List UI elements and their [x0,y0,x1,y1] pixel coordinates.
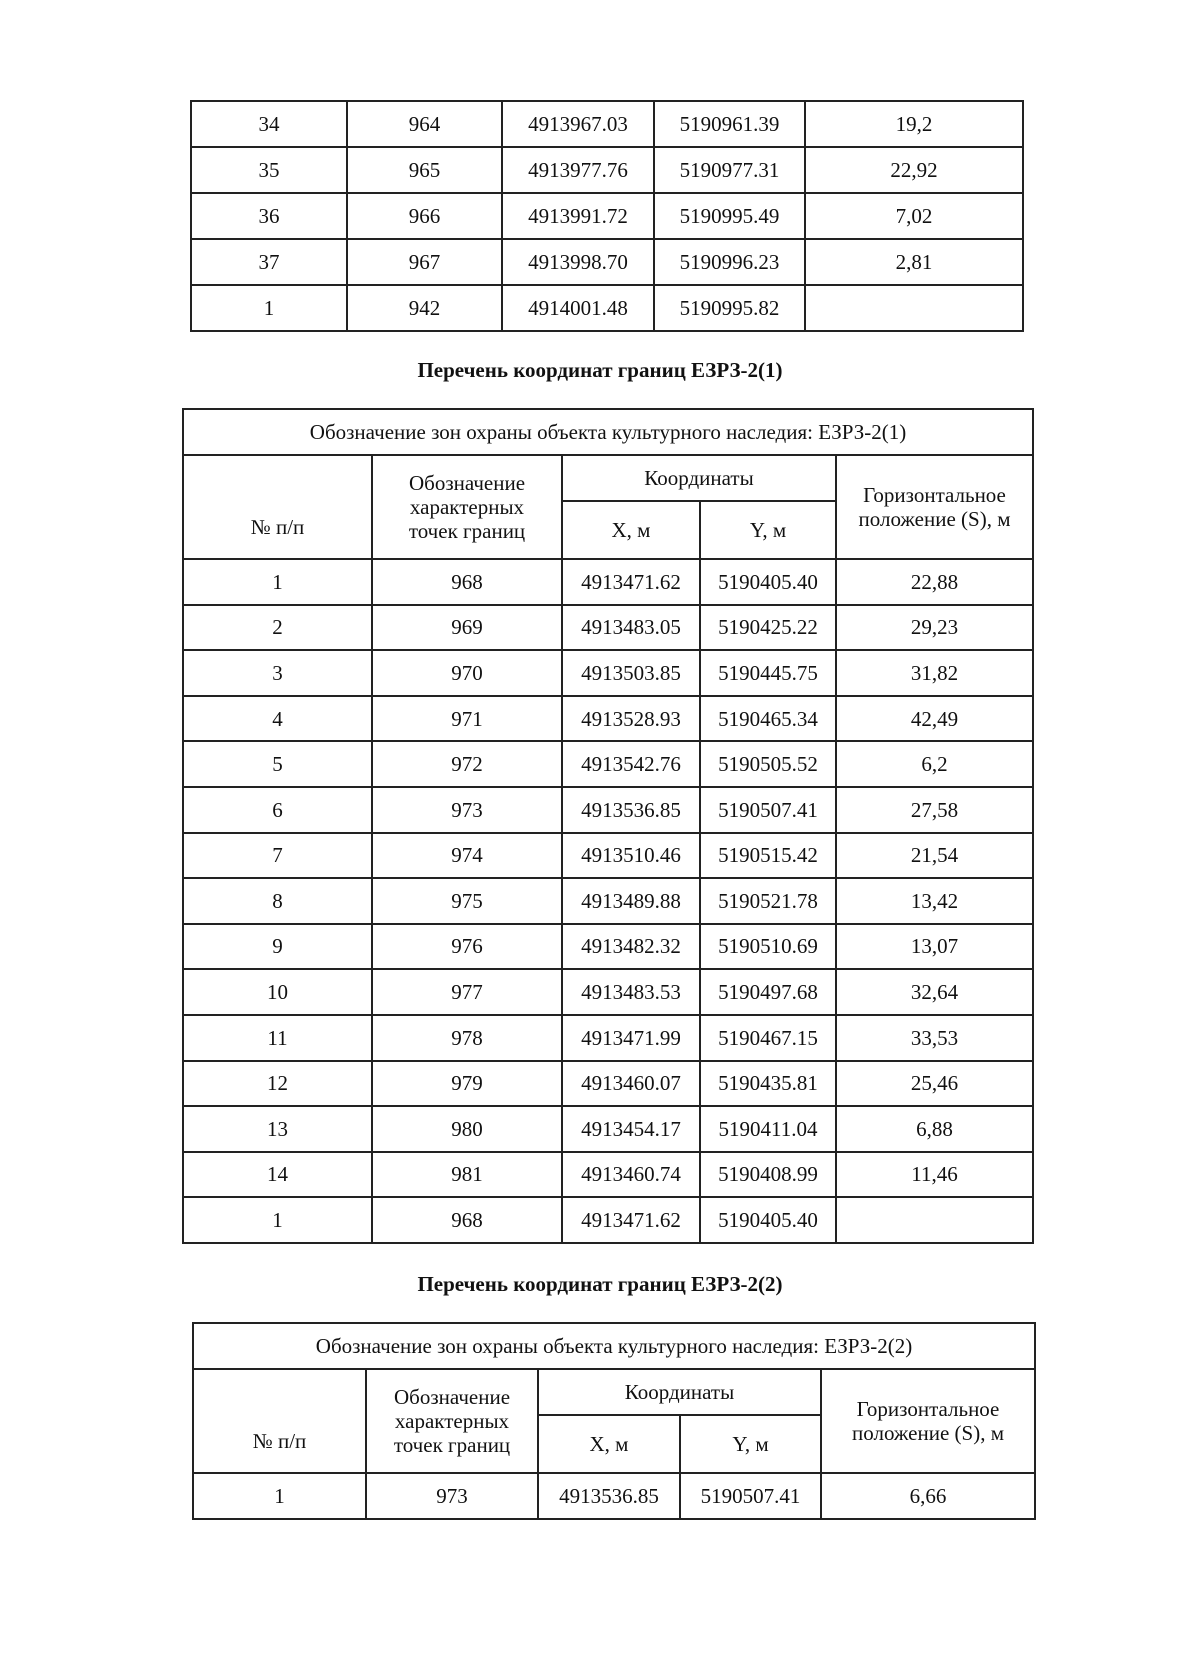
cell-point: 979 [372,1061,562,1107]
cell-x: 4913489.88 [562,878,700,924]
zone-caption: Обозначение зон охраны объекта культурного наследия: ЕЗРЗ-2(1) [183,409,1033,455]
cell-point: 965 [347,147,502,193]
column-header-y: Y, м [700,501,836,559]
zone-caption: Обозначение зон охраны объекта культурного наследия: ЕЗРЗ-2(2) [193,1323,1035,1369]
column-header-number: № п/п [193,1369,366,1473]
cell-y: 5190405.40 [700,1197,836,1243]
cell-y: 5190515.42 [700,833,836,879]
table-row [183,924,1033,970]
cell-number: 5 [183,741,372,787]
column-header-y: Y, м [680,1415,821,1473]
cell-point: 964 [347,101,502,147]
column-header-coordinates: Координаты [538,1369,821,1415]
cell-y: 5190411.04 [700,1106,836,1152]
cell-distance: 27,58 [836,787,1033,833]
cell-y: 5190507.41 [700,787,836,833]
table-row [183,1106,1033,1152]
cell-distance: 13,42 [836,878,1033,924]
cell-x: 4913542.76 [562,741,700,787]
table-row [183,741,1033,787]
column-header-distance: Горизонтальное положение (S), м [821,1369,1035,1473]
cell-number: 6 [183,787,372,833]
column-header-point: Обозначение характерных точек границ [372,455,562,559]
cell-point: 970 [372,650,562,696]
cell-number: 13 [183,1106,372,1152]
table-row [183,969,1033,1015]
table-body [183,559,1033,1243]
cell-x: 4913977.76 [502,147,654,193]
cell-number: 36 [191,193,347,239]
cell-x: 4913460.07 [562,1061,700,1107]
table-row [183,833,1033,879]
column-header-x: X, м [538,1415,680,1473]
cell-point: 942 [347,285,502,331]
cell-number: 7 [183,833,372,879]
cell-distance: 32,64 [836,969,1033,1015]
cell-point: 971 [372,696,562,742]
table-row [183,1197,1033,1243]
cell-x: 4913503.85 [562,650,700,696]
cell-number: 8 [183,878,372,924]
table-body [193,1473,1035,1519]
cell-number: 4 [183,696,372,742]
cell-point: 981 [372,1152,562,1198]
cell-point: 975 [372,878,562,924]
cell-distance: 42,49 [836,696,1033,742]
table-row [183,559,1033,605]
cell-x: 4913482.32 [562,924,700,970]
cell-y: 5190405.40 [700,559,836,605]
cell-point: 980 [372,1106,562,1152]
coordinates-table-ezrz-2-2 [192,1322,1036,1520]
cell-x: 4913536.85 [538,1473,680,1519]
table-row [183,696,1033,742]
table-row [183,1015,1033,1061]
table-body [191,101,1023,331]
cell-x: 4913510.46 [562,833,700,879]
cell-distance: 6,66 [821,1473,1035,1519]
cell-point: 976 [372,924,562,970]
table-row [193,1473,1035,1519]
cell-y: 5190521.78 [700,878,836,924]
cell-x: 4913967.03 [502,101,654,147]
cell-distance: 11,46 [836,1152,1033,1198]
cell-x: 4913536.85 [562,787,700,833]
cell-point: 967 [347,239,502,285]
cell-point: 973 [372,787,562,833]
cell-point: 966 [347,193,502,239]
section-heading-ezrz-2-2: Перечень координат границ ЕЗРЗ-2(2) [417,1272,783,1296]
cell-point: 969 [372,605,562,651]
cell-number: 11 [183,1015,372,1061]
cell-number: 12 [183,1061,372,1107]
cell-x: 4913471.99 [562,1015,700,1061]
coordinates-table-ezrz-2-1 [182,408,1034,1244]
cell-distance [836,1197,1033,1243]
table-row [191,285,1023,331]
table-row [191,193,1023,239]
cell-number: 10 [183,969,372,1015]
cell-distance: 13,07 [836,924,1033,970]
column-header-number: № п/п [183,455,372,559]
cell-y: 5190465.34 [700,696,836,742]
cell-number: 1 [193,1473,366,1519]
cell-distance: 19,2 [805,101,1023,147]
cell-point: 972 [372,741,562,787]
cell-x: 4913460.74 [562,1152,700,1198]
table-row [183,1152,1033,1198]
cell-y: 5190445.75 [700,650,836,696]
section-heading-ezrz-2-1: Перечень координат границ ЕЗРЗ-2(1) [417,358,783,382]
cell-point: 978 [372,1015,562,1061]
cell-x: 4913471.62 [562,559,700,605]
cell-number: 1 [191,285,347,331]
cell-y: 5190425.22 [700,605,836,651]
cell-number: 1 [183,559,372,605]
cell-point: 968 [372,1197,562,1243]
cell-y: 5190507.41 [680,1473,821,1519]
cell-x: 4913454.17 [562,1106,700,1152]
cell-distance: 22,92 [805,147,1023,193]
cell-y: 5190408.99 [700,1152,836,1198]
cell-number: 3 [183,650,372,696]
cell-distance: 22,88 [836,559,1033,605]
cell-distance: 6,88 [836,1106,1033,1152]
cell-y: 5190505.52 [700,741,836,787]
cell-y: 5190995.82 [654,285,805,331]
column-header-coordinates: Координаты [562,455,836,501]
cell-distance: 6,2 [836,741,1033,787]
cell-point: 974 [372,833,562,879]
coordinates-table-continuation [190,100,1024,332]
cell-distance: 31,82 [836,650,1033,696]
table-row [183,1061,1033,1107]
cell-number: 1 [183,1197,372,1243]
cell-distance: 2,81 [805,239,1023,285]
cell-distance: 7,02 [805,193,1023,239]
table-row [183,787,1033,833]
table-row [183,605,1033,651]
cell-number: 35 [191,147,347,193]
column-header-distance: Горизонтальное положение (S), м [836,455,1033,559]
cell-x: 4913998.70 [502,239,654,285]
cell-distance: 25,46 [836,1061,1033,1107]
cell-x: 4913483.05 [562,605,700,651]
cell-point: 977 [372,969,562,1015]
table-row [191,101,1023,147]
cell-x: 4914001.48 [502,285,654,331]
cell-y: 5190467.15 [700,1015,836,1061]
cell-number: 34 [191,101,347,147]
cell-y: 5190961.39 [654,101,805,147]
column-header-x: X, м [562,501,700,559]
cell-distance: 29,23 [836,605,1033,651]
cell-y: 5190977.31 [654,147,805,193]
table-row [183,650,1033,696]
cell-y: 5190510.69 [700,924,836,970]
table-row [191,147,1023,193]
cell-number: 37 [191,239,347,285]
cell-x: 4913991.72 [502,193,654,239]
cell-point: 968 [372,559,562,605]
column-header-point: Обозначение характерных точек границ [366,1369,538,1473]
cell-point: 973 [366,1473,538,1519]
cell-number: 14 [183,1152,372,1198]
cell-distance: 33,53 [836,1015,1033,1061]
table-row [183,878,1033,924]
cell-distance [805,285,1023,331]
cell-y: 5190995.49 [654,193,805,239]
cell-y: 5190435.81 [700,1061,836,1107]
cell-number: 2 [183,605,372,651]
cell-y: 5190497.68 [700,969,836,1015]
cell-x: 4913528.93 [562,696,700,742]
table-row [191,239,1023,285]
cell-x: 4913471.62 [562,1197,700,1243]
cell-distance: 21,54 [836,833,1033,879]
cell-x: 4913483.53 [562,969,700,1015]
cell-y: 5190996.23 [654,239,805,285]
cell-number: 9 [183,924,372,970]
